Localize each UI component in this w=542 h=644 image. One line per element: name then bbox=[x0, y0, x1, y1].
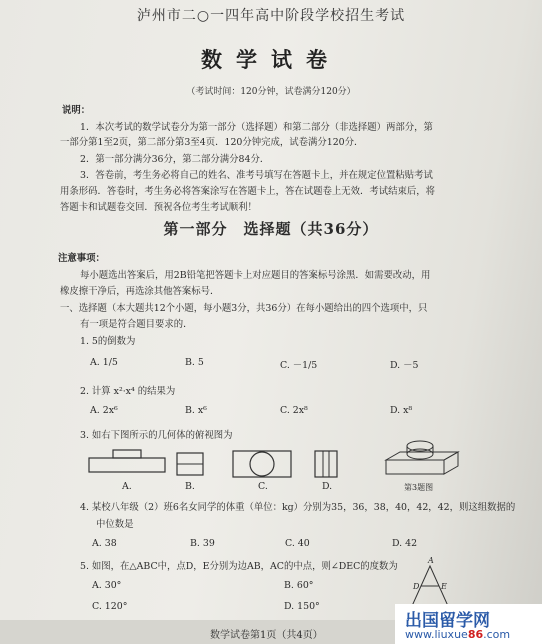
question-1-option-d: D. －5 bbox=[390, 360, 419, 371]
question-4-stem: 4. 某校八年级（2）班6名女同学的体重（单位：kg）分别为35，36，38，40，42，42，则这组数据的 bbox=[80, 502, 516, 513]
question-5-option-c: C. 120° bbox=[92, 601, 128, 612]
question-1-stem: 1. 5的倒数为 bbox=[80, 336, 136, 347]
watermark-url-prefix: www.liuxue bbox=[405, 628, 468, 641]
question-5-stem: 5. 如图，在△ABC中，点D，E分别为边AB，AC的中点，则∠DEC的度数为 bbox=[80, 561, 398, 572]
question-1-option-c: C. －1/5 bbox=[280, 360, 318, 371]
question-1-option-a: A. 1/5 bbox=[90, 357, 118, 368]
question-3-figure-label: 第3题图 bbox=[404, 483, 434, 492]
instruction-line: 2．第一部分满分36分，第二部分满分84分． bbox=[80, 154, 270, 165]
question-5-label-a: A bbox=[428, 556, 434, 565]
question-5-option-d: D. 150° bbox=[284, 601, 320, 612]
notice-line: 每小题选出答案后，用2B铅笔把答题卡上对应题目的答案标号涂黑．如需要改动，用 bbox=[80, 270, 431, 281]
watermark-url bbox=[405, 628, 510, 641]
question-3-option-c: C. bbox=[258, 481, 268, 492]
question-4-option-a: A. 38 bbox=[92, 538, 117, 549]
paper-title: 数学试卷 bbox=[201, 47, 341, 72]
watermark-url-number: 86 bbox=[467, 628, 484, 641]
section-line: 有一项是符合题目要求的． bbox=[80, 319, 193, 330]
question-3-option-d: D. bbox=[322, 481, 333, 492]
question-3-solid-figure bbox=[384, 440, 464, 482]
question-4-option-d: D. 42 bbox=[392, 538, 418, 549]
question-2-option-a: A. 2x⁶ bbox=[90, 405, 118, 416]
notice-heading: 注意事项： bbox=[58, 253, 105, 264]
instruction-line: 答题卡和试题卷交回．预祝各位考生考试顺利！ bbox=[60, 202, 257, 213]
question-2-option-c: C. 2x⁸ bbox=[280, 405, 308, 416]
question-4-stem-continued: 中位数是 bbox=[96, 519, 134, 530]
question-3-option-d-figure bbox=[314, 450, 340, 480]
page-footer: 数学试卷第1页（共4页） bbox=[210, 630, 323, 641]
question-3-option-a: A. bbox=[122, 481, 132, 492]
question-5-option-a: A. 30° bbox=[92, 580, 122, 591]
watermark-url-suffix: .com bbox=[483, 628, 511, 641]
question-3-stem: 3. 如右下图所示的几何体的俯视图为 bbox=[80, 430, 233, 441]
section-line: 一、选择题（本大题共12个小题，每小题3分，共36分）在每小题给出的四个选项中，只 bbox=[60, 303, 428, 314]
part-one-title: 第一部分 选择题（共36分） bbox=[163, 220, 379, 238]
question-3-option-b-figure bbox=[176, 452, 206, 478]
instruction-line: 用条形码．答卷时，考生务必将答案涂写在答题卡上，答在试题卷上无效．考试结束后，将 bbox=[60, 186, 436, 197]
question-2-option-b: B. x⁶ bbox=[185, 405, 207, 416]
question-2-stem: 2. 计算 x²·x⁴ 的结果为 bbox=[80, 386, 176, 397]
question-3-option-b: B. bbox=[185, 481, 195, 492]
question-4-option-b: B. 39 bbox=[190, 538, 215, 549]
notice-line: 橡皮擦干净后，再选涂其他答案标号． bbox=[60, 286, 220, 297]
question-3-option-a-figure bbox=[88, 448, 168, 478]
question-3-option-c-figure bbox=[232, 450, 294, 478]
exam-header-title: 泸州市二○一四年高中阶段学校招生考试 bbox=[136, 8, 406, 24]
question-5-label-e: E bbox=[441, 582, 447, 591]
question-1-option-b: B. 5 bbox=[185, 357, 204, 368]
question-4-option-c: C. 40 bbox=[285, 538, 310, 549]
instructions-heading: 说明： bbox=[62, 105, 91, 116]
instruction-line: 一部分第1至2页，第二部分第3至4页．120分钟完成，试卷满分120分． bbox=[60, 137, 364, 148]
question-2-option-d: D. x⁸ bbox=[390, 405, 413, 416]
question-5-label-d: D bbox=[413, 582, 420, 591]
exam-time-note: （考试时间：120分钟，试卷满分120分） bbox=[186, 87, 356, 97]
instruction-line: 3．答卷前，考生务必将自己的姓名、准考号填写在答题卡上，并在规定位置粘贴考试 bbox=[80, 170, 433, 181]
watermark-site-name: 出国留学网 bbox=[405, 611, 490, 631]
instruction-line: 1．本次考试的数学试卷分为第一部分（选择题）和第二部分（非选择题）两部分，第 bbox=[80, 122, 433, 133]
question-5-option-b: B. 60° bbox=[284, 580, 314, 591]
